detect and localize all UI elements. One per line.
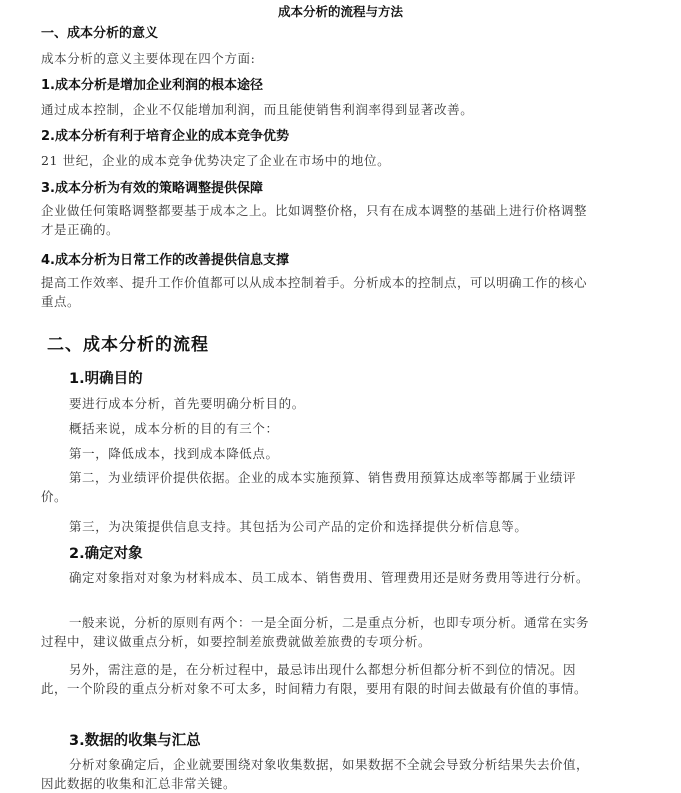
point-1-title: 1.成本分析是增加企业利润的根本途径	[41, 78, 263, 93]
point-4-title: 4.成本分析为日常工作的改善提供信息支撑	[41, 253, 289, 268]
step-2-para-1: 确定对象指对对象为材料成本、员工成本、销售费用、管理费用还是财务费用等进行分析。	[69, 570, 590, 585]
section-1-heading: 一、成本分析的意义	[41, 26, 159, 41]
point-3-title: 3.成本分析为有效的策略调整提供保障	[41, 181, 263, 196]
document-title: 成本分析的流程与方法	[277, 4, 403, 19]
step-1-title: 1.明确目的	[69, 371, 143, 387]
step-1-para-5: 第三，为决策提供信息支持。其包括为公司产品的定价和选择提供分析信息等。	[69, 519, 528, 534]
step-2-title: 2.确定对象	[69, 546, 143, 562]
step-3-title: 3.数据的收集与汇总	[69, 733, 201, 749]
point-4-text: 提高工作效率、提升工作价值都可以从成本控制着手。分析成本的控制点，可以明确工作的核心重点。	[41, 275, 588, 309]
step-1-para-1: 要进行成本分析，首先要明确分析目的。	[69, 396, 305, 411]
point-3-text: 企业做任何策略调整都要基于成本之上。比如调整价格，只有在成本调整的基础上进行价格调整才是正确的。	[41, 203, 588, 237]
step-1-para-2: 概括来说，成本分析的目的有三个：	[69, 421, 279, 436]
point-1-text: 通过成本控制，企业不仅能增加利润，而且能使销售利润率得到显著改善。	[41, 102, 474, 117]
point-2-text: 21 世纪，企业的成本竞争优势决定了企业在市场中的地位。	[41, 153, 391, 168]
section-2-heading: 二、成本分析的流程	[47, 335, 209, 355]
step-1-para-4: 第二，为业绩评价提供依据。企业的成本实施预算、销售费用预算达成率等都属于业绩评价。	[41, 470, 577, 504]
section-1-intro: 成本分析的意义主要体现在四个方面:	[41, 51, 256, 66]
point-2-title: 2.成本分析有利于培育企业的成本竞争优势	[41, 129, 289, 144]
step-1-para-3: 第一，降低成本，找到成本降低点。	[69, 446, 279, 461]
step-3-para-1: 分析对象确定后，企业就要围绕对象收集数据，如果数据不全就会导致分析结果失去价值，因此数据的收集和汇总非常关键。	[41, 757, 590, 791]
step-2-para-2: 一般来说，分析的原则有两个：一是全面分析，二是重点分析，也即专项分析。通常在实务过程中，建议做重点分析，如要控制差旅费就做差旅费的专项分析。	[41, 615, 590, 649]
step-2-para-3: 另外，需注意的是，在分析过程中，最忌讳出现什么都想分析但都分析不到位的情况。因此，一个阶段的重点分析对象不可太多，时间精力有限，要用有限的时间去做最有价值的事情。	[41, 662, 588, 696]
